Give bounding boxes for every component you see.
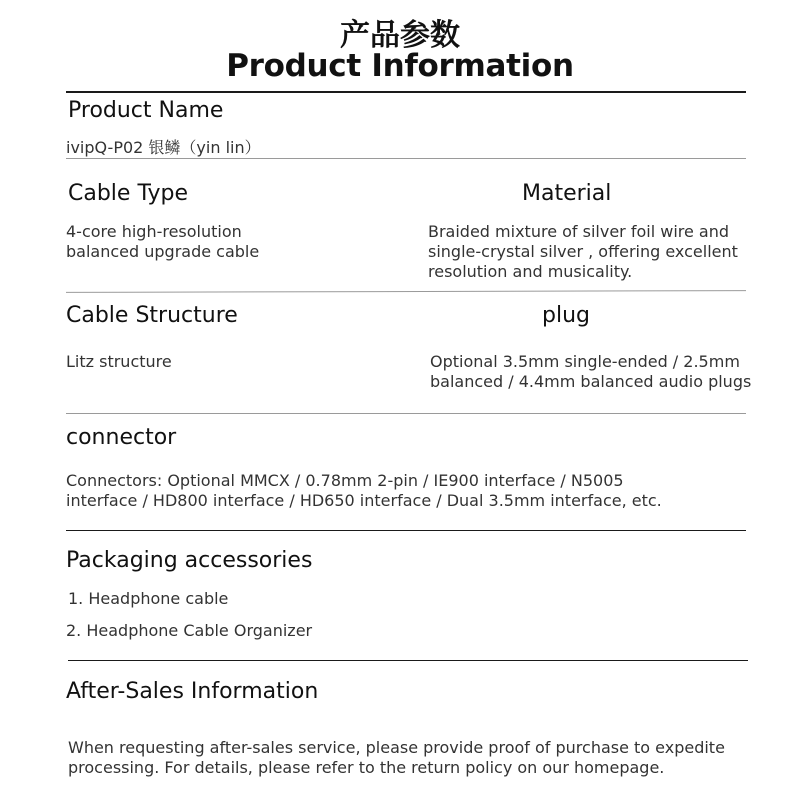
- material-line: Braided mixture of silver foil wire and: [428, 222, 730, 241]
- cable-structure-divider: [66, 413, 746, 414]
- plug-line: Optional 3.5mm single-ended / 2.5mm: [430, 352, 740, 371]
- cable-type-line: balanced upgrade cable: [66, 242, 260, 261]
- cable-structure-value: Litz structure: [66, 352, 172, 371]
- connector-line: interface / HD800 interface / HD650 interface / Dual 3.5mm interface, etc.: [66, 491, 662, 510]
- packaging-list-item: 1. Headphone cable: [68, 589, 229, 608]
- after-sales-line: When requesting after-sales service, please provide proof of purchase to expedite: [68, 738, 725, 757]
- product-name-heading: Product Name: [68, 98, 224, 123]
- packaging-list-item: 2. Headphone Cable Organizer: [66, 621, 313, 640]
- cable-type-divider: [66, 290, 746, 293]
- connector-heading: connector: [66, 425, 177, 450]
- page-title-english: Product Information: [226, 48, 574, 84]
- connector-divider: [66, 530, 746, 531]
- material-line: resolution and musicality.: [428, 262, 633, 281]
- after-sales-heading: After-Sales Information: [66, 679, 319, 704]
- plug-heading: plug: [542, 303, 590, 328]
- product-name-value: ivipQ-P02 银鳞（yin lin）: [66, 138, 261, 157]
- connector-line: Connectors: Optional MMCX / 0.78mm 2-pin / IE900 interface / N5005: [66, 471, 624, 490]
- packaging-divider: [68, 660, 748, 661]
- cable-type-heading: Cable Type: [68, 181, 188, 206]
- plug-line: balanced / 4.4mm balanced audio plugs: [430, 372, 752, 391]
- material-line: single-crystal silver , offering excellent: [428, 242, 738, 261]
- title-divider: [66, 91, 746, 93]
- cable-type-line: 4-core high-resolution: [66, 222, 242, 241]
- cable-structure-heading: Cable Structure: [66, 303, 238, 328]
- product-name-divider: [66, 158, 746, 159]
- page-title-chinese: 产品参数: [340, 18, 460, 53]
- packaging-heading: Packaging accessories: [66, 548, 313, 573]
- material-heading: Material: [522, 181, 612, 206]
- after-sales-line: processing. For details, please refer to the return policy on our homepage.: [68, 758, 665, 777]
